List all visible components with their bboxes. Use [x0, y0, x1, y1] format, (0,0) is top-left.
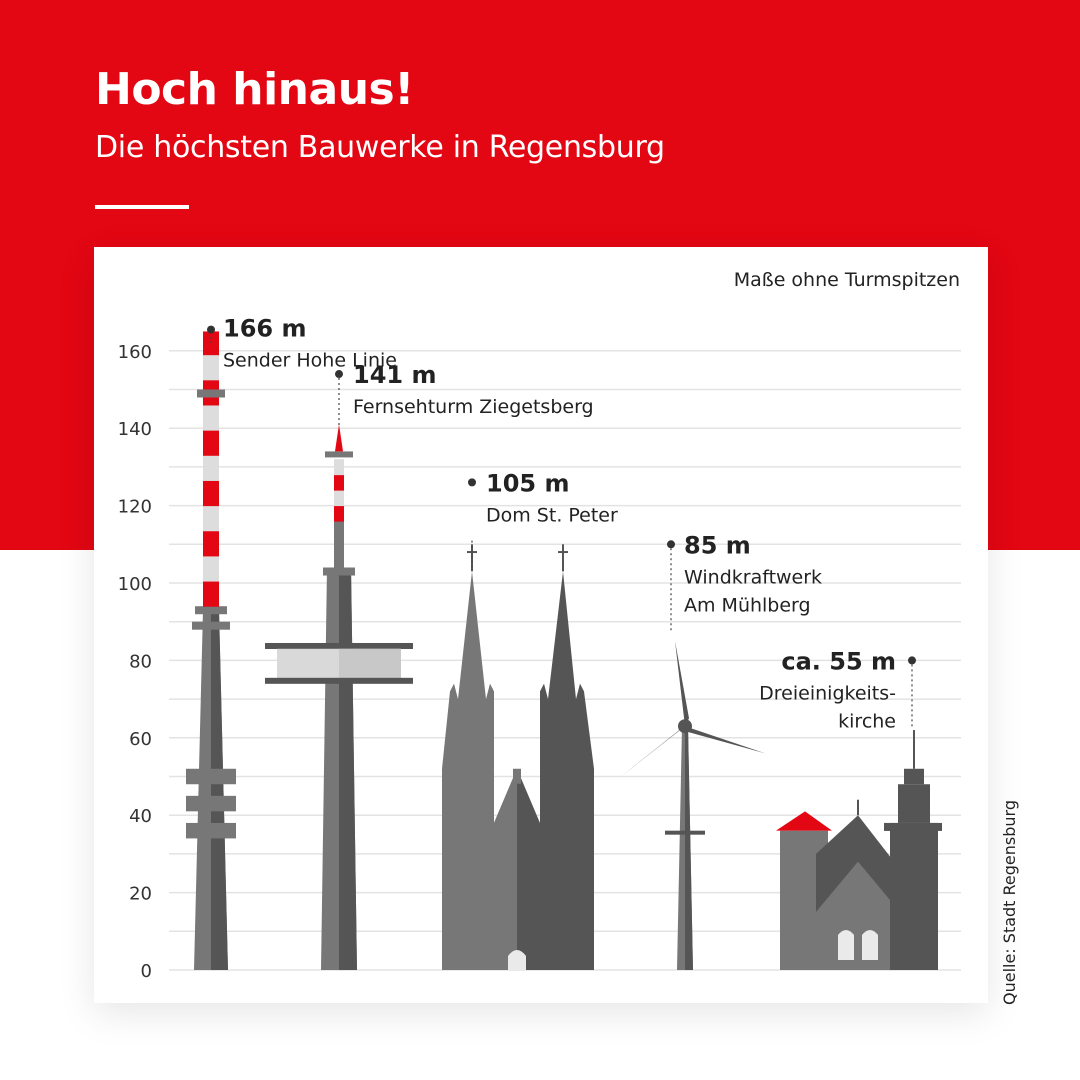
building-name-label: Dom St. Peter	[486, 504, 618, 527]
building-dom-st-peter	[442, 478, 594, 970]
building-name-label: Am Mühlberg	[684, 594, 811, 617]
value-label: 166 m	[223, 314, 307, 343]
rotor-blade	[675, 641, 689, 726]
antenna-stripe	[334, 490, 344, 506]
chart-card	[94, 247, 988, 1003]
mast-platform	[197, 390, 225, 398]
tower-cabin-shade	[339, 649, 401, 680]
antenna-stripe	[203, 556, 219, 582]
mast-platform	[186, 769, 236, 784]
antenna-stripe	[203, 480, 219, 506]
antenna-stripe	[334, 459, 344, 475]
antenna-stripe	[203, 355, 219, 381]
value-label: ca. 55 m	[781, 647, 896, 676]
marker-dot	[468, 478, 476, 486]
church-lantern	[904, 769, 924, 784]
y-tick-label: 60	[129, 728, 152, 750]
mast-platform	[186, 823, 236, 838]
turbine-tower-shade	[685, 726, 693, 970]
page-subtitle: Die höchsten Bauwerke in Regensburg	[95, 130, 665, 165]
value-label: 105 m	[486, 469, 570, 498]
church-right-tower	[890, 823, 938, 970]
antenna-base	[334, 521, 344, 567]
turbine-platform	[665, 831, 705, 835]
cathedral-nave	[494, 769, 517, 970]
chart-note: Maße ohne Turmspitzen	[733, 269, 960, 291]
title-divider	[95, 205, 189, 209]
antenna-stripe	[203, 430, 219, 456]
tower-platform-top	[265, 643, 413, 649]
antenna-stripe	[203, 581, 219, 607]
building-name-label: Dreieinigkeits-	[759, 682, 896, 705]
mast-platform	[195, 606, 227, 614]
building-fernsehturm	[265, 370, 413, 970]
marker-dot	[908, 656, 916, 664]
church-window	[838, 930, 854, 960]
rotor-blade	[621, 726, 685, 776]
y-tick-label: 140	[117, 419, 152, 441]
mast-platform	[192, 622, 230, 630]
building-name-label: kirche	[838, 710, 896, 733]
building-name-label: Sender Hohe Linie	[223, 349, 397, 372]
antenna-stripe	[203, 455, 219, 481]
y-tick-label: 80	[129, 651, 152, 673]
rotor-hub	[678, 719, 692, 733]
building-sender-hohe-linie	[186, 326, 236, 970]
antenna-stripe	[334, 475, 344, 491]
church-red-roof	[776, 811, 832, 830]
tower-platform-bottom	[265, 678, 413, 684]
mast-shaft-shade	[211, 610, 228, 970]
y-tick-label: 0	[140, 961, 152, 982]
value-label: 85 m	[684, 531, 751, 560]
antenna-stripe	[203, 506, 219, 532]
church-belfry	[898, 784, 930, 823]
tower-shaft-shade	[339, 568, 357, 970]
building-name-label: Windkraftwerk	[684, 566, 823, 589]
antenna-stripe	[203, 531, 219, 557]
page-title: Hoch hinaus!	[95, 64, 414, 115]
y-tick-label: 100	[117, 574, 152, 595]
rotor-blade	[685, 726, 765, 753]
y-tick-label: 160	[117, 341, 152, 363]
church-window	[862, 930, 878, 960]
cathedral-portal	[508, 950, 526, 970]
y-tick-label: 40	[129, 806, 152, 828]
marker-dot	[667, 540, 675, 548]
value-label: 141 m	[353, 361, 437, 390]
marker-dot	[207, 326, 215, 334]
antenna-stripe	[203, 405, 219, 431]
height-chart	[94, 247, 988, 1003]
y-tick-label: 20	[129, 883, 152, 905]
tower-ring	[325, 451, 353, 457]
antenna-stripe	[334, 506, 344, 522]
church-cornice	[884, 823, 942, 831]
y-tick-label: 120	[117, 496, 152, 518]
mast-platform	[186, 796, 236, 811]
building-name-label: Fernsehturm Ziegetsberg	[353, 396, 594, 419]
tower-ring	[323, 568, 355, 576]
cathedral-ridge	[513, 769, 521, 784]
source-credit: Quelle: Stadt Regensburg	[1000, 799, 1019, 1005]
antenna-stripe	[203, 331, 219, 355]
